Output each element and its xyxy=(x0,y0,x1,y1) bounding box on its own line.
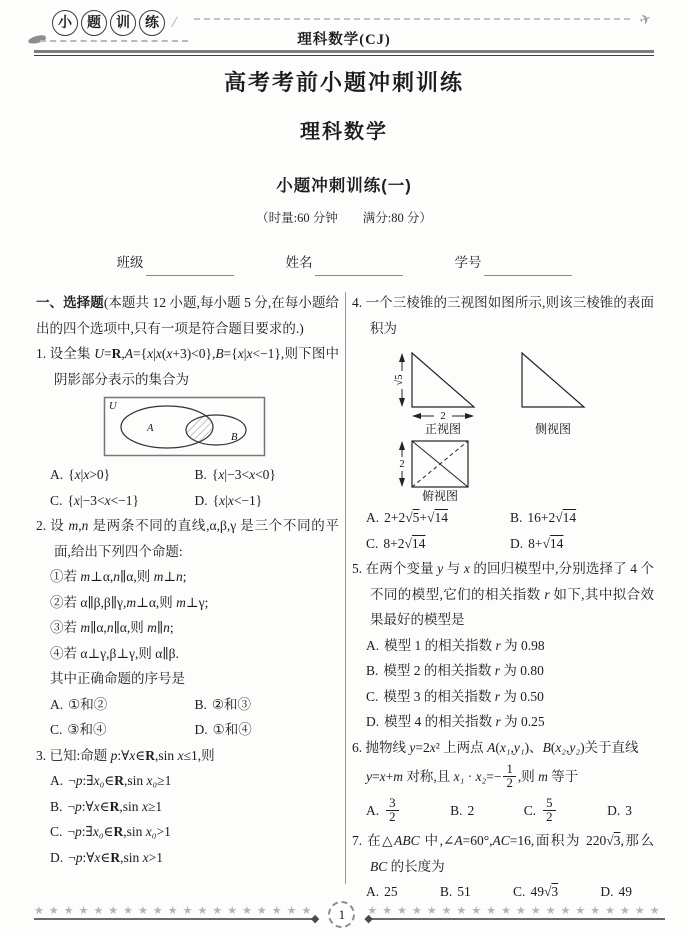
main-title: 高考考前小题冲刺训练 xyxy=(223,70,464,95)
header-dashed-line xyxy=(194,18,630,20)
side-view-triangle xyxy=(522,353,584,407)
option-c: C. {x|−3<x<−1} xyxy=(50,492,140,508)
option-d: D. 模型 4 的相关指数 r 为 0.25 xyxy=(366,714,545,729)
option-c: C. ③和④ xyxy=(50,722,107,737)
venn-b-label: B xyxy=(230,432,237,443)
option-a: A. $\frac{3}{2}$ xyxy=(366,794,401,828)
option-d: D. 8+√14 xyxy=(510,535,564,551)
badge-char: 小 xyxy=(52,10,78,36)
class-blank xyxy=(146,260,234,276)
page-header xyxy=(34,6,654,50)
question-4 xyxy=(352,290,654,556)
q1-stem: 1. 设全集 U=R,A={x|x(x+3)<0},B={x|x<−1},则下图中阴影部分表示的集合为 xyxy=(36,346,340,387)
subject-title: 理科数学 xyxy=(300,121,388,143)
footer-stars-left: ★★★★★★★★★★★★★★★★★★★ ◆ xyxy=(34,904,320,925)
option-a: A. 2+2√5+√14 xyxy=(366,510,448,525)
q4-stem: 4. 一个三棱锥的三视图如图所示,则该三棱锥的表面积为 xyxy=(352,295,654,336)
option-b: B. 模型 2 的相关指数 r 为 0.80 xyxy=(366,663,544,678)
option-c: C. ¬p:∃x₀∈R,sin x₀>1 xyxy=(50,824,171,839)
side-view-caption: 侧视图 xyxy=(534,422,572,436)
option-c: C. $\frac{5}{2}$ xyxy=(524,794,558,828)
q2-proposition-1: ①若 m⊥α,n∥α,则 m⊥n; xyxy=(50,569,187,584)
front-height-label: √5 xyxy=(394,374,405,386)
q3-stem: 3. 已知:命题 p:∀x∈R,sin x≤1,则 xyxy=(36,747,215,763)
question-5 xyxy=(352,556,654,735)
class-label: 班级 xyxy=(116,255,144,270)
top-height-label: 2 xyxy=(399,459,405,470)
venn-diagram xyxy=(103,396,273,458)
option-c: C. 8+2√14 xyxy=(366,535,426,551)
option-b: B. ②和③ xyxy=(194,696,251,712)
front-width-label: 2 xyxy=(440,411,446,422)
option-a: A. {x|x>0} xyxy=(50,467,111,482)
badge-slash: / xyxy=(170,14,179,32)
question-6 xyxy=(352,735,654,829)
student-info-row xyxy=(0,250,688,276)
header-subject: 理科数学(CJ) xyxy=(297,32,391,48)
page-number: 1 xyxy=(328,901,355,928)
q1-options xyxy=(36,462,339,513)
diamond-icon: ◆ xyxy=(364,913,373,925)
option-c: C. 模型 3 的相关指数 r 为 0.50 xyxy=(366,688,544,704)
fraction: $\frac{3}{2}$ xyxy=(386,797,398,826)
name-blank xyxy=(315,260,403,276)
option-a: A. ¬p:∃x₀∈R,sin x₀≥1 xyxy=(50,773,172,788)
id-blank xyxy=(484,260,572,276)
venn-a-label: A xyxy=(146,423,153,434)
page-footer xyxy=(34,893,665,925)
left-column xyxy=(36,290,339,870)
option-b: B. 51 xyxy=(439,884,471,899)
section-heading xyxy=(36,290,339,341)
top-view-caption: 俯视图 xyxy=(421,489,459,501)
q6-stem-line1: 6. 抛物线 y=2x² 上两点 A(x₁,y₁)、B(x₂,y₂)关于直线 xyxy=(352,739,639,755)
question-1 xyxy=(36,341,339,513)
option-b: B. 16+2√14 xyxy=(510,510,577,525)
q6-stem-line2: y=x+m 对称,且 x₁ · x₂=− $\frac{1}{2}$ ,则 m 等于 xyxy=(366,761,579,791)
q2-options xyxy=(36,692,339,743)
option-b: B. {x|−3<x<0} xyxy=(194,467,276,482)
time-score-meta: （时量:60 分钟 满分:80 分） xyxy=(256,211,432,225)
option-b: B. 2 xyxy=(450,803,475,818)
name-label: 姓名 xyxy=(285,255,313,270)
option-a: A. 模型 1 的相关指数 r 为 0.98 xyxy=(366,637,545,653)
q2-proposition-2: ②若 α∥β,β∥γ,m⊥α,则 m⊥γ; xyxy=(50,594,209,610)
footer-stars-right: ★★★★★★★★★★★★★★★★★★★★ ◆ xyxy=(364,904,665,925)
column-divider xyxy=(345,292,346,884)
set-title: 小题冲刺训练(一) xyxy=(276,177,412,195)
option-d: D. ①和④ xyxy=(194,722,252,737)
diamond-icon: ◆ xyxy=(310,913,320,925)
option-a: A. ①和② xyxy=(50,696,108,712)
badge-char: 训 xyxy=(110,10,136,36)
option-d: D. ¬p:∀x∈R,sin x>1 xyxy=(50,849,164,865)
plane-icon: ✈ xyxy=(638,11,654,30)
option-b: B. ¬p:∀x∈R,sin x≥1 xyxy=(50,798,163,814)
badge-char: 练 xyxy=(139,10,165,36)
header-rule-thick xyxy=(34,50,654,53)
q2-stem: 2. 设 m,n 是两条不同的直线,α,β,γ 是三个不同的平面,给出下列四个命题: xyxy=(36,518,339,559)
option-c: C. 49√3 xyxy=(513,884,559,899)
q4-options xyxy=(352,505,654,556)
question-3 xyxy=(36,743,339,871)
q2-proposition-4: ④若 α⊥γ,β⊥γ,则 α∥β. xyxy=(50,645,179,661)
option-d: D. 3 xyxy=(607,803,632,818)
fraction: $\frac{5}{2}$ xyxy=(543,797,555,826)
q2-ask: 其中正确命题的序号是 xyxy=(50,671,185,686)
fraction: $\frac{1}{2}$ xyxy=(503,763,515,792)
venn-universe-label: U xyxy=(108,401,117,412)
option-d: D. {x|x<−1} xyxy=(194,492,263,508)
front-view-caption: 正视图 xyxy=(424,422,462,436)
three-view-diagram xyxy=(370,345,636,501)
question-2 xyxy=(36,513,339,743)
option-d: D. 49 xyxy=(600,884,632,899)
section-desc: (本题共 12 小题,每小题 5 分,在每小题给出的四个选项中,只有一项是符合题目要求的.) xyxy=(36,295,340,336)
header-rule-thin xyxy=(34,55,654,56)
badge-char: 题 xyxy=(81,10,107,36)
q6-options xyxy=(352,794,654,828)
id-label: 学号 xyxy=(454,255,482,270)
q7-stem: 7. 在△ABC 中,∠A=60°,AC=16,面积为 220√3,那么 BC 的长度为 xyxy=(352,833,655,874)
q5-stem: 5. 在两个变量 y 与 x 的回归模型中,分别选择了 4 个不同的模型,它们的相关指数 r 如下,其中拟合效果最好的模型是 xyxy=(352,561,655,627)
option-a: A. 25 xyxy=(366,884,398,899)
section-title: 一、选择题 xyxy=(36,295,104,310)
q2-proposition-3: ③若 m∥α,n∥α,则 m∥n; xyxy=(50,620,174,635)
right-column xyxy=(352,290,654,905)
front-view-triangle xyxy=(412,353,474,407)
